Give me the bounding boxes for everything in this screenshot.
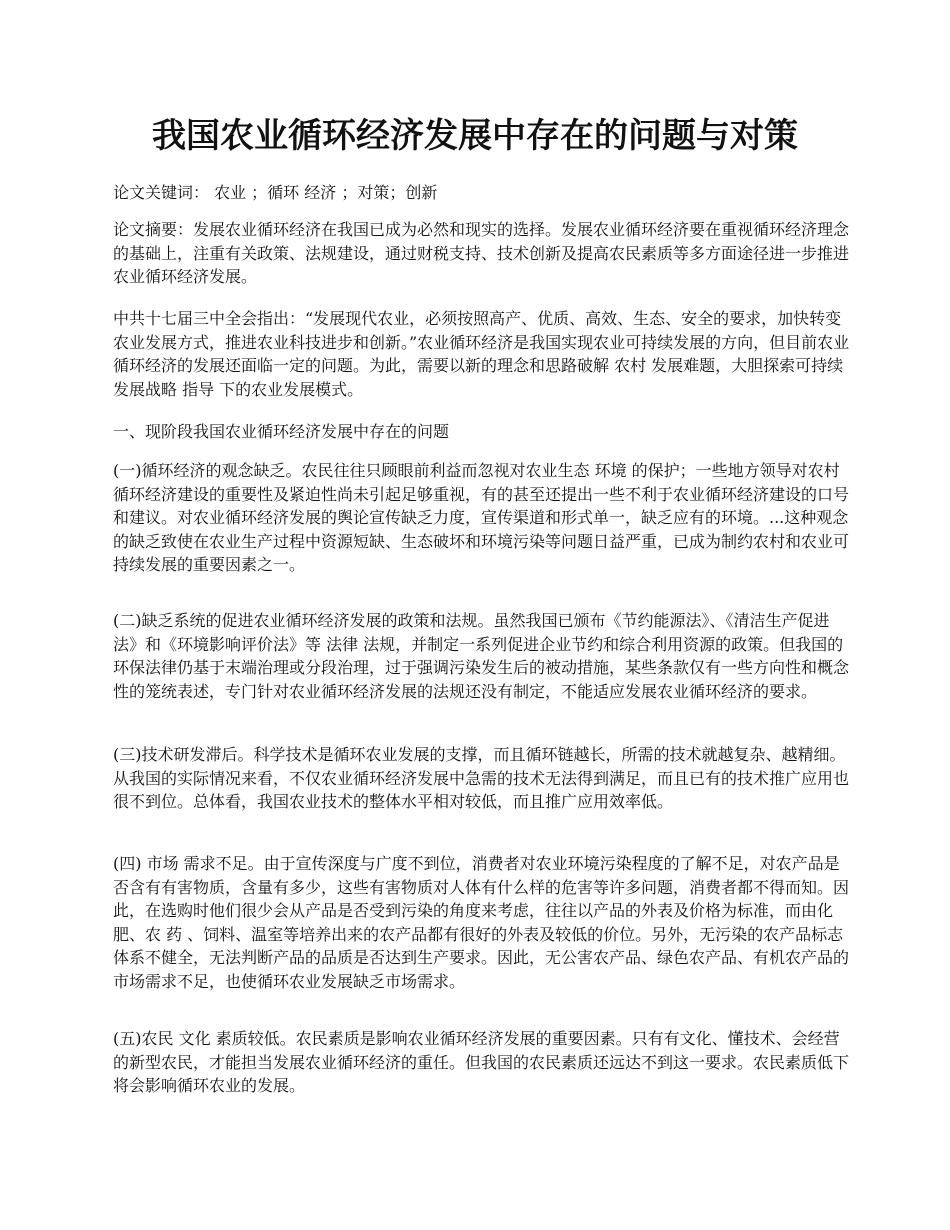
intro-paragraph: 中共十七届三中全会指出：“发展现代农业，必须按照高产、优质、高效、生态、安全的要求，加快转变农业发展方式，推进农业科技进步和创新。”农业循环经济是我国实现农业可持续发展的方向，但目前农业循环经济的发展还面临一定的问题。为此，需要以新的理念和思路破解 农村 发展难题，大胆探索可持续 发展战略 指导 下的农业发展模式。	[113, 309, 850, 399]
problem-paragraph-3: (三)技术研发滞后。科学技术是循环农业发展的支撑，而且循环链越长，所需的技术就越复杂、越精细。从我国的实际情况来看，不仅农业循环经济发展中急需的技术无法得到满足，而且已有的技术推广应用也很不到位。总体看，我国农业技术的整体水平相对较低，而且推广应用效率低。	[113, 745, 850, 811]
problem-paragraph-5: (五)农民 文化 素质较低。农民素质是影响农业循环经济发展的重要因素。只有有文化、懂技术、会经营的新型农民，才能担当发展农业循环经济的重任。但我国的农民素质还远达不到这一要求。农民素质低下将会影响循环农业的发展。	[113, 1029, 850, 1095]
abstract-paragraph: 论文摘要：发展农业循环经济在我国已成为必然和现实的选择。发展农业循环经济要在重视循环经济理念的基础上，注重有关政策、法规建设，通过财税支持、技术创新及提高农民素质等多方面途径进一步推进农业循环经济发展。	[113, 220, 850, 286]
keywords-line: 论文关键词： 农业 ；循环 经济 ；对策；创新	[113, 183, 438, 202]
problem-paragraph-2: (二)缺乏系统的促进农业循环经济发展的政策和法规。虽然我国已颁布《节约能源法》、《清洁生产促进法》和《环境影响评价法》等 法律 法规，并制定一系列促进企业节约和综合利用资源的政策。但我国的环保法律仍基于末端治理或分段治理，过于强调污染发生后的被动措施，某些条款仅有一些方向性和概念性的笼统表述，专门针对农业循环经济发展的法规还没有制定，不能适应发展农业循环经济的要求。	[113, 611, 850, 701]
problem-paragraph-1: (一)循环经济的观念缺乏。农民往往只顾眼前利益而忽视对农业生态 环境 的保护；一些地方领导对农村循环经济建设的重要性及紧迫性尚未引起足够重视，有的甚至还提出一些不利于农业循环经济建设的口号和建议。对农业循环经济发展的舆论宣传缺乏力度，宣传渠道和形式单一，缺乏应有的环境。...这种观念的缺乏致使在农业生产过程中资源短缺、生态破坏和环境污染等问题日益严重，已成为制约农村和农业可持续发展的重要因素之一。	[113, 461, 850, 574]
document-title: 我国农业循环经济发展中存在的问题与对策	[152, 116, 798, 156]
section-heading: 一、现阶段我国农业循环经济发展中存在的问题	[113, 422, 450, 441]
problem-paragraph-4: (四) 市场 需求不足。由于宣传深度与广度不到位，消费者对农业环境污染程度的了解不足，对农产品是否含有有害物质，含量有多少，这些有害物质对人体有什么样的危害等许多问题，消费者都不得而知。因此，在选购时他们很少会从产品是否受到污染的角度来考虑，往往以产品的外表及价格为标准，而由化肥、农 药 、饲料、温室等培养出来的农产品都有很好的外表及较低的价位。另外，无污染的农产品标志体系不健全，无法判断产品的品质是否达到生产要求。因此，无公害农产品、绿色农产品、有机农产品的市场需求不足，也使循环农业发展缺乏市场需求。	[113, 854, 850, 991]
